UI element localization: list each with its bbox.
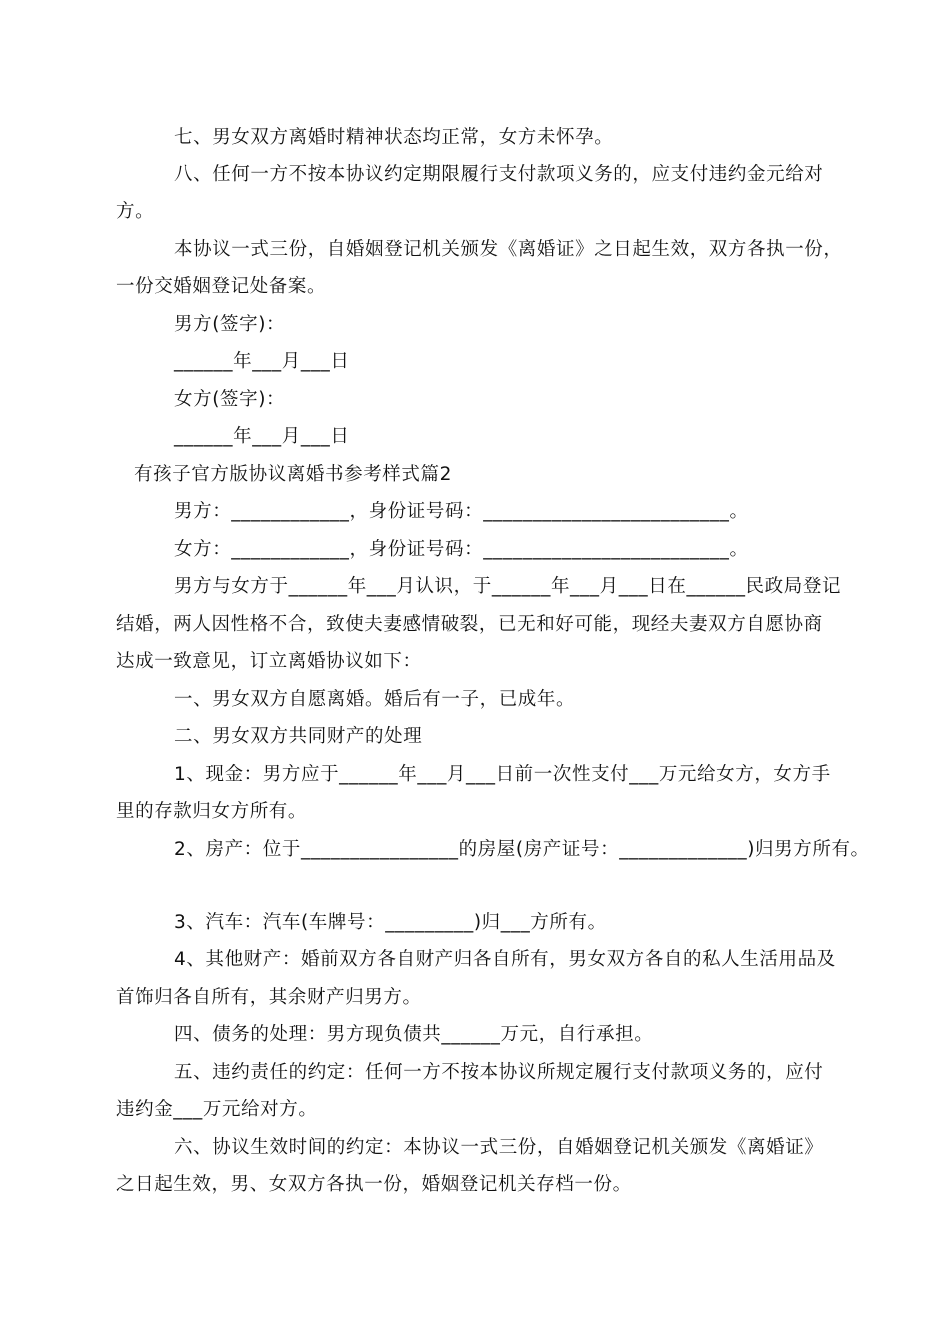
property-item: 2、房产：位于________________的房屋(房产证号：_____________)归男方所有。 — [174, 839, 870, 860]
male-id-line: 男方：____________，身份证号码：_________________________。 — [174, 501, 749, 522]
copies-note: 本协议一式三份，自婚姻登记机关颁发《离婚证》之日起生效，双方各执一份， — [174, 239, 843, 260]
cash-item: 1、现金：男方应于______年___月___日前一次性支付___万元给女方，女方手 — [174, 764, 831, 785]
female-signature: 女方(签字)： — [174, 389, 286, 410]
clause-four-debt: 四、债务的处理：男方现负债共______万元，自行承担。 — [174, 1024, 654, 1045]
clause-five-breach-cont: 违约金___万元给对方。 — [116, 1099, 318, 1120]
copies-note-cont: 一份交婚姻登记处备案。 — [116, 276, 327, 297]
clause-seven: 七、男女双方离婚时精神状态均正常，女方未怀孕。 — [174, 127, 614, 148]
clause-two: 二、男女双方共同财产的处理 — [174, 726, 423, 747]
female-id-line: 女方：____________，身份证号码：_________________________。 — [174, 539, 749, 560]
clause-six-effective: 六、协议生效时间的约定：本协议一式三份，自婚姻登记机关颁发《离婚证》 — [174, 1137, 824, 1158]
cash-item-cont: 里的存款归女方所有。 — [116, 801, 308, 822]
intro-paragraph-cont1: 结婚，两人因性格不合，致使夫妻感情破裂，已无和好可能，现经夫妻双方自愿协商 — [116, 614, 823, 635]
clause-one: 一、男女双方自愿离婚。婚后有一子，已成年。 — [174, 689, 576, 710]
other-property-item: 4、其他财产：婚前双方各自财产归各自所有，男女双方各自的私人生活用品及 — [174, 949, 836, 970]
clause-five-breach: 五、违约责任的约定：任何一方不按本协议所规定履行支付款项义务的，应付 — [174, 1062, 824, 1083]
clause-six-effective-cont: 之日起生效，男、女双方各执一份，婚姻登记机关存档一份。 — [116, 1174, 632, 1195]
intro-paragraph-cont2: 达成一致意见，订立离婚协议如下： — [116, 651, 422, 672]
female-date: ______年___月___日 — [174, 426, 350, 447]
male-date: ______年___月___日 — [174, 351, 350, 372]
clause-eight-cont: 方。 — [116, 201, 155, 222]
intro-paragraph: 男方与女方于______年___月认识，于______年___月___日在______民政局登记 — [174, 576, 842, 597]
male-signature: 男方(签字)： — [174, 314, 286, 335]
clause-eight: 八、任何一方不按本协议约定期限履行支付款项义务的，应支付违约金元给对 — [174, 164, 824, 185]
section-heading: 有孩子官方版协议离婚书参考样式篇2 — [134, 464, 452, 485]
car-item: 3、汽车：汽车(车牌号：_________)归___方所有。 — [174, 912, 607, 933]
other-property-item-cont: 首饰归各自所有，其余财产归男方。 — [116, 987, 422, 1008]
